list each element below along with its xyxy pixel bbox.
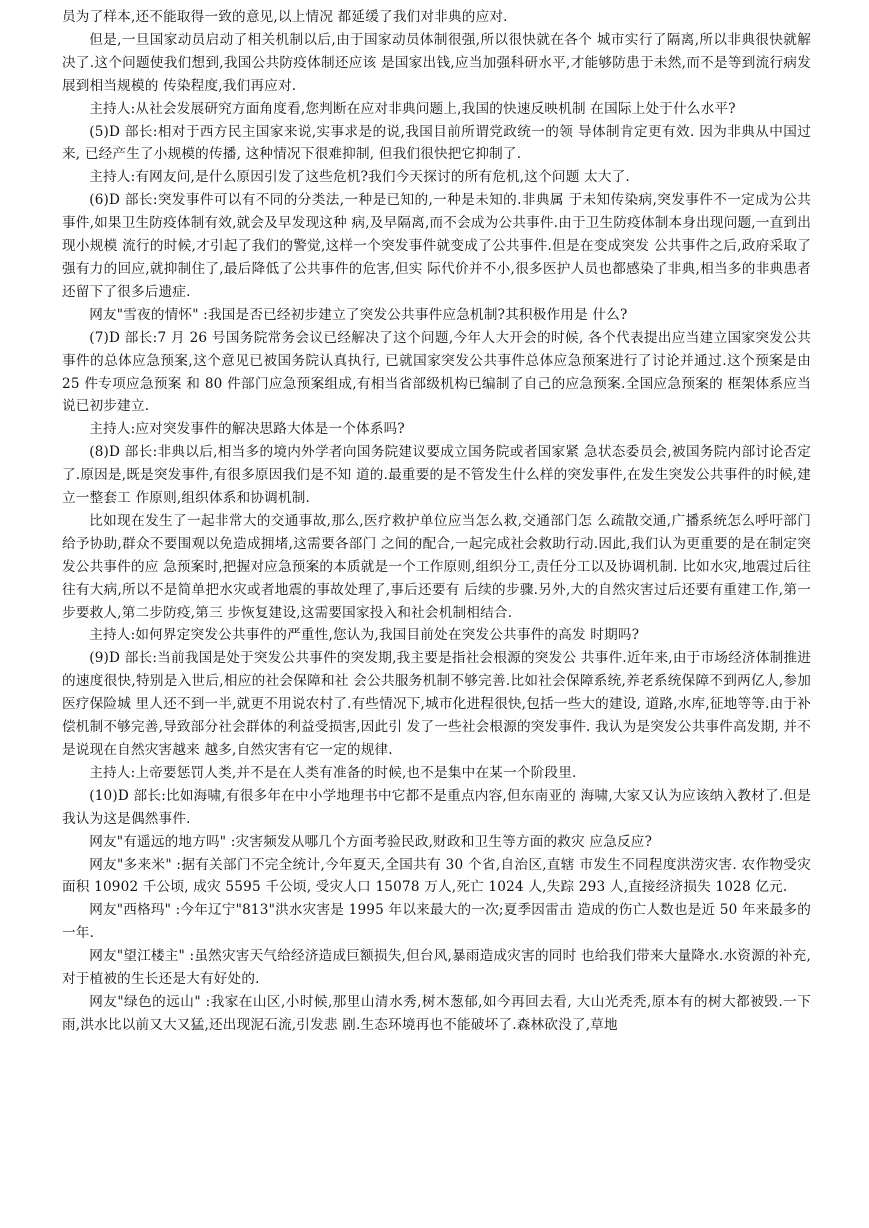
answer-9: (9)D 部长:当前我国是处于突发公共事件的突发期,我主要是指社会根源的突发公 共事件.近年来,由于市场经济体制推进的速度很快,特别是入世后,相应的社会保障和社 会公共服务机制不够完善.比如社会保障系统,养老系统保障不到两亿人,参加医疗保险城 里人还不到一半,就更不用说农村了.有些情况下,城市化进程很快,包括一些大的建设, 道路,水库,征地等等.由于补偿机制不够完善,导致部分社会群体的利益受损害,因此引 发了一些社会根源的突发事件. 我认为是突发公共事件高发期, 并不是说现在自然灾害越来 越多,自然灾害有它一定的规律. [62,650,811,758]
netizen-question: 网友"有遥远的地方吗" :灾害频发从哪几个方面考验民政,财政和卫生等方面的救灾 应急反应? [89,833,653,850]
netizen-comment: 网友"多来米" :据有关部门不完全统计,今年夏天,全国共有 30 个省,自治区,直辖 市发生不同程度洪涝灾害. 农作物受灾面积 10902 千公顷, 成灾 5595 千公顷, 受灾人口 15078 万人,死亡 1024 人,失踪 293 人,直接经济损失 1028 亿元. [62,856,811,896]
paragraph-continuation: 员为了样本,还不能取得一致的意见,以上情况 都延缓了我们对非典的应对. [62,9,508,25]
host-question: 主持人:如何界定突发公共事件的严重性,您认为,我国目前处在突发公共事件的高发 时期吗? [89,627,640,644]
netizen-comment: 网友"望江楼主" :虽然灾害天气给经济造成巨额损失,但台风,暴雨造成灾害的同时 也给我们带来大量降水.水资源的补充,对于植被的生长还是大有好处的. [62,948,811,988]
answer-6: (6)D 部长:突发事件可以有不同的分类法,一种是已知的,一种是未知的.非典属 于未知传染病,突发事件不一定成为公共事件,如果卫生防疫体制有效,就会及早发现这种 病,及早隔离,而不会成为公共事件.由于卫生防疫体制本身出现问题,一直到出现小规模 流行的时候,才引起了我们的警觉,这样一个突发事件就变成了公共事件.但是在变成突发 公共事件之后,政府采取了强有力的回应,就抑制住了,最后降低了公共事件的危害,但实 际代价并不小,很多医护人员也都感染了非典,相当多的非典患者还留下了很多后遗症. [62,192,811,300]
host-remark: 主持人:上帝要惩罚人类,并不是在人类有准备的时候,也不是集中在某一个阶段里. [89,764,577,781]
host-question: 主持人:从社会发展研究方面角度看,您判断在应对非典问题上,我国的快速反映机制 在国际上处于什么水平? [89,100,736,117]
host-question: 主持人:有网友问,是什么原因引发了这些危机?我们今天探讨的所有危机,这个问题 太大了. [89,169,630,186]
netizen-comment: 网友"绿色的远山" :我家在山区,小时候,那里山清水秀,树木葱郁,如今再回去看, 大山光秃秃,原本有的树大都被毁.一下雨,洪水比以前又大又猛,还出现泥石流,引发悲 剧.生态环境再也不能破坏了.森林砍没了,草地 [62,993,811,1033]
answer-10: (10)D 部长:比如海啸,有很多年在中小学地理书中它都不是重点内容,但东南亚的 海啸,大家又认为应该纳入教材了.但是我认为这是偶然事件. [62,787,811,827]
netizen-comment: 网友"西格玛" :今年辽宁"813"洪水灾害是 1995 年以来最大的一次;夏季因雷击 造成的伤亡人数也是近 50 年来最多的一年. [62,902,811,942]
netizen-question: 网友"雪夜的情怀" :我国是否已经初步建立了突发公共事件应急机制?其积极作用是 什么? [89,306,628,323]
paragraph: 但是,一旦国家动员启动了相关机制以后,由于国家动员体制很强,所以很快就在各个 城市实行了隔离,所以非典很快就解决了.这个问题使我们想到,我国公共防疫体制还应该 是国家出钱,应当加强科研水平,才能够防患于未然,而不是等到流行病发展到相当规模的 传染程度,我们再应对. [62,31,811,94]
answer-5: (5)D 部长:相对于西方民主国家来说,实事求是的说,我国目前所谓党政统一的领 导体制肯定更有效. 因为非典从中国过来, 已经产生了小规模的传播, 这种情况下很难抑制, 但我们很快把它抑制了. [62,123,811,163]
answer-8: (8)D 部长:非典以后,相当多的境内外学者向国务院建议要成立国务院或者国家紧 急状态委员会,被国务院内部讨论否定了.原因是,既是突发事件,有很多原因我们是不知 道的.最重要的是不管发生什么样的突发事件,在发生突发公共事件的时候,建立一整套工 作原则,组织体系和协调机制. [62,444,811,507]
paragraph: 比如现在发生了一起非常大的交通事故,那么,医疗救护单位应当怎么救,交通部门怎 么疏散交通,广播系统怎么呼吁部门给予协助,群众不要围观以免造成拥堵,这需要各部门 之间的配合,一起完成社会救助行动.因此,我们认为更重要的是在制定突发公共事件的应 急预案时,把握对应急预案的本质就是一个工作原则,组织分工,责任分工以及协调机制. 比如水灾,地震过后往往有大病,所以不是简单把水灾或者地震的事故处理了,事后还要有 后续的步骤.另外,大的自然灾害过后还要有重建工作,第一步要救人,第二步防疫,第三 步恢复建设,这需要国家投入和社会机制相结合. [62,512,811,621]
answer-7: (7)D 部长:7 月 26 号国务院常务会议已经解决了这个问题,今年人大开会的时候, 各个代表提出应当建立国家突发公共事件的总体应急预案,这个意见已被国务院认真执行, 已就国家突发公共事件总体应急预案进行了讨论并通过.这个预案是由 25 件专项应急预案 和 80 件部门应急预案组成,有相当省部级机构已编制了自己的应急预案.全国应急预案的 框架体系应当说已初步建立. [62,329,811,415]
host-question: 主持人:应对突发事件的解决思路大体是一个体系吗? [89,421,405,438]
